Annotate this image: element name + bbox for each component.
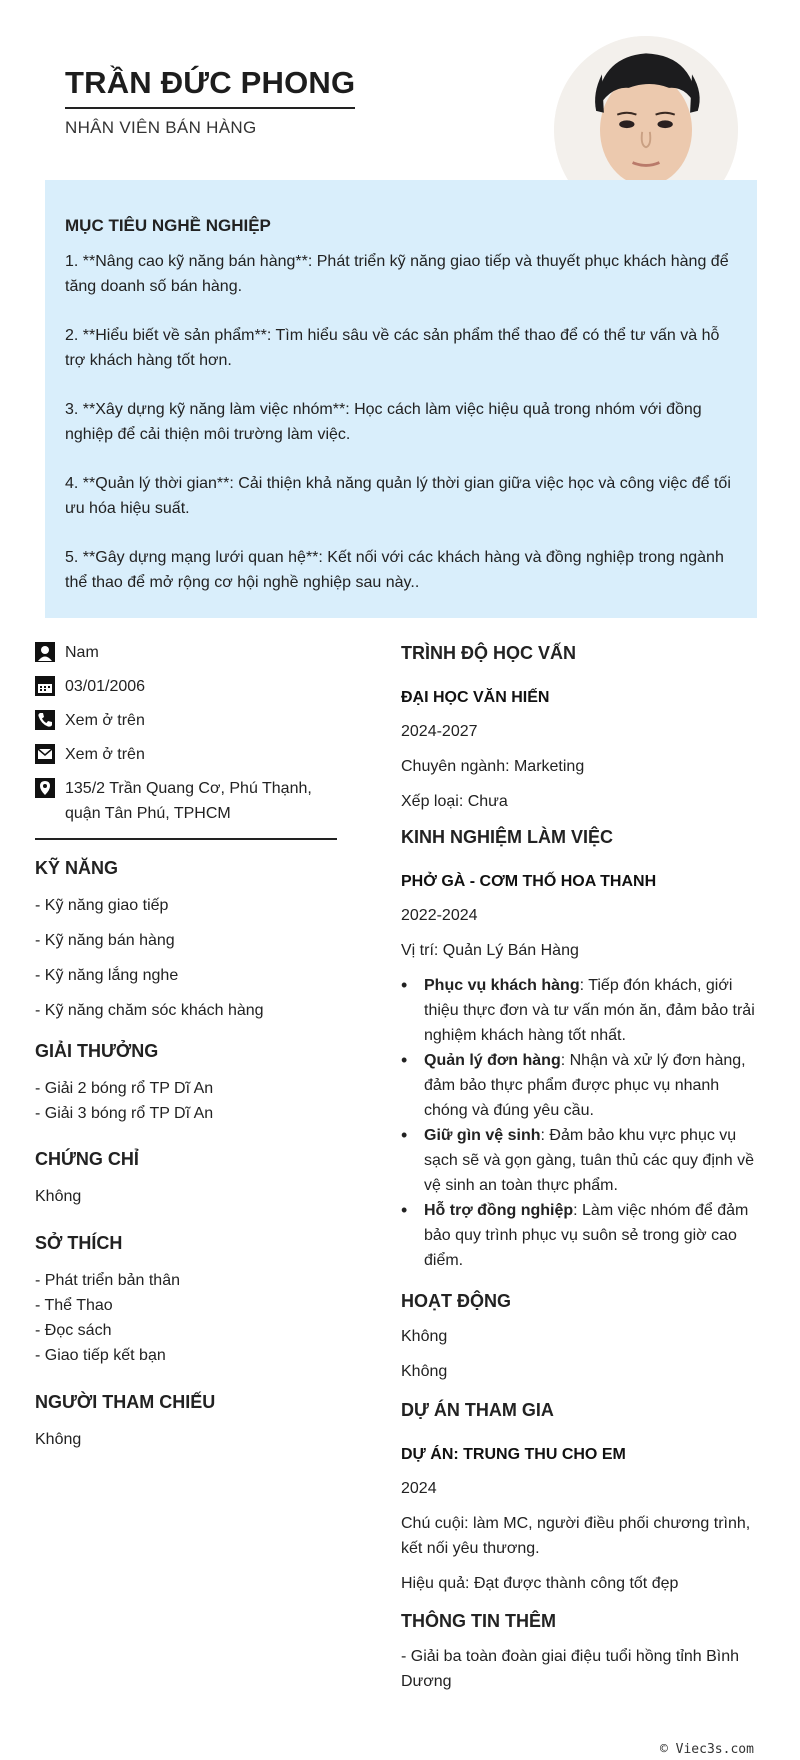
duty-title: Giữ gìn vệ sinh — [424, 1127, 541, 1144]
skill-item: - Kỹ năng giao tiếp — [35, 897, 169, 914]
activity-item: Không — [401, 1328, 448, 1345]
hobby-item: - Phát triển bản thân — [35, 1272, 180, 1289]
career-objective-section — [45, 180, 757, 618]
hobby-item: - Giao tiếp kết bạn — [35, 1347, 166, 1364]
education-rank: Xếp loại: Chưa — [401, 793, 508, 810]
person-icon — [35, 642, 55, 662]
calendar-icon — [35, 676, 55, 696]
duty-title: Phục vụ khách hàng — [424, 977, 580, 994]
duty-title: Quản lý đơn hàng — [424, 1052, 561, 1069]
school-name: ĐẠI HỌC VĂN HIẾN — [401, 689, 550, 706]
cv-header — [65, 65, 355, 138]
objective-item: 1. **Nâng cao kỹ năng bán hàng**: Phát triển kỹ năng giao tiếp và thuyết phục khách hàng để tăng doanh số bán hàng. — [65, 253, 729, 295]
certificates-value: Không — [35, 1188, 82, 1205]
skill-item: - Kỹ năng lắng nghe — [35, 967, 179, 984]
contact-birthday — [35, 674, 337, 699]
activity-item: Không — [401, 1363, 448, 1380]
candidate-title: NHÂN VIÊN BÁN HÀNG — [65, 118, 257, 137]
duty-item — [401, 1048, 763, 1123]
hobbies-heading: SỞ THÍCH — [35, 1233, 123, 1253]
references-value: Không — [35, 1431, 82, 1448]
address-value: 135/2 Trần Quang Cơ, Phú Thạnh, quận Tân Phú, TPHCM — [65, 780, 312, 822]
project-year: 2024 — [401, 1480, 437, 1497]
watermark: © Viec3s.com — [660, 1742, 754, 1757]
skill-item: - Kỹ năng chăm sóc khách hàng — [35, 1002, 264, 1019]
objective-item: 4. **Quản lý thời gian**: Cải thiện khả năng quản lý thời gian giữa việc học và công việc để tối ưu hóa hiệu suất. — [65, 475, 731, 517]
duty-item — [401, 973, 763, 1048]
education-heading: TRÌNH ĐỘ HỌC VẤN — [401, 643, 576, 663]
duty-text: : Làm việc nhóm để đảm bảo quy trình phục vụ suôn sẻ trong giờ cao điểm. — [424, 1202, 749, 1269]
phone-value: Xem ở trên — [65, 712, 145, 729]
experience-heading: KINH NGHIỆM LÀM VIỆC — [401, 827, 614, 847]
duties-list — [401, 973, 763, 1273]
certificates-heading: CHỨNG CHỈ — [35, 1149, 139, 1169]
phone-icon — [35, 710, 55, 730]
references-heading: NGƯỜI THAM CHIẾU — [35, 1392, 216, 1412]
skill-item: - Kỹ năng bán hàng — [35, 932, 175, 949]
award-item: - Giải 3 bóng rổ TP Dĩ An — [35, 1105, 214, 1122]
duty-item — [401, 1198, 763, 1273]
objective-item: 2. **Hiểu biết về sản phẩm**: Tìm hiểu sâu về các sản phẩm thể thao để có thể tư vấn và hỗ trợ khách hàng tốt hơn. — [65, 327, 720, 369]
experience-years: 2022-2024 — [401, 907, 478, 924]
experience-position: Vị trí: Quản Lý Bán Hàng — [401, 942, 579, 959]
right-column — [401, 643, 763, 1694]
duty-item — [401, 1123, 763, 1198]
objective-item: 3. **Xây dựng kỹ năng làm việc nhóm**: Học cách làm việc hiệu quả trong nhóm với đồng nghiệp để cải thiện môi trường làm việc. — [65, 401, 702, 443]
section-divider — [35, 838, 337, 840]
projects-heading: DỰ ÁN THAM GIA — [401, 1400, 554, 1420]
company-name: PHỞ GÀ - CƠM THỐ HOA THANH — [401, 873, 657, 890]
email-value: Xem ở trên — [65, 746, 145, 763]
duty-text: : Đảm bảo khu vực phục vụ sạch sẽ và gọn gàng, tuân thủ các quy định về vệ sinh an toàn thực phẩm. — [424, 1127, 755, 1194]
candidate-name: TRẦN ĐỨC PHONG — [65, 65, 355, 109]
contact-phone — [35, 708, 337, 733]
project-result: Hiệu quả: Đạt được thành công tốt đẹp — [401, 1575, 679, 1592]
project-name: DỰ ÁN: TRUNG THU CHO EM — [401, 1446, 626, 1463]
extra-heading: THÔNG TIN THÊM — [401, 1611, 556, 1631]
contact-address — [35, 776, 337, 826]
activities-heading: HOẠT ĐỘNG — [401, 1291, 511, 1311]
birthday-value: 03/01/2006 — [65, 678, 146, 695]
extra-text: - Giải ba toàn đoàn giai điệu tuổi hồng tỉnh Bình Dương — [401, 1648, 740, 1690]
duty-title: Hỗ trợ đồng nghiệp — [424, 1202, 574, 1219]
education-years: 2024-2027 — [401, 723, 478, 740]
award-item: - Giải 2 bóng rổ TP Dĩ An — [35, 1080, 214, 1097]
awards-heading: GIẢI THƯỞNG — [35, 1041, 159, 1061]
left-column — [35, 640, 337, 1452]
location-pin-icon — [35, 778, 55, 798]
gender-value: Nam — [65, 644, 99, 661]
skills-heading: KỸ NĂNG — [35, 858, 119, 878]
education-major: Chuyên ngành: Marketing — [401, 758, 585, 775]
project-role: Chú cuội: làm MC, người điều phối chương trình, kết nối yêu thương. — [401, 1515, 751, 1557]
hobby-item: - Đọc sách — [35, 1322, 112, 1339]
objective-item: 5. **Gây dựng mạng lưới quan hệ**: Kết nối với các khách hàng và đồng nghiệp trong ngành thể thao để mở rộng cơ hội nghề nghiệp sau này.. — [65, 549, 724, 591]
contact-gender — [35, 640, 337, 665]
duty-text: : Tiếp đón khách, giới thiệu thực đơn và tư vấn món ăn, đảm bảo trải nghiệm khách hàng tốt nhất. — [424, 977, 755, 1044]
contact-email — [35, 742, 337, 767]
hobby-item: - Thể Thao — [35, 1297, 113, 1314]
duty-text: : Nhận và xử lý đơn hàng, đảm bảo thực phẩm được phục vụ nhanh chóng và đúng yêu cầu. — [424, 1052, 746, 1119]
mail-icon — [35, 744, 55, 764]
objective-heading: MỤC TIÊU NGHỀ NGHIỆP — [65, 216, 271, 235]
